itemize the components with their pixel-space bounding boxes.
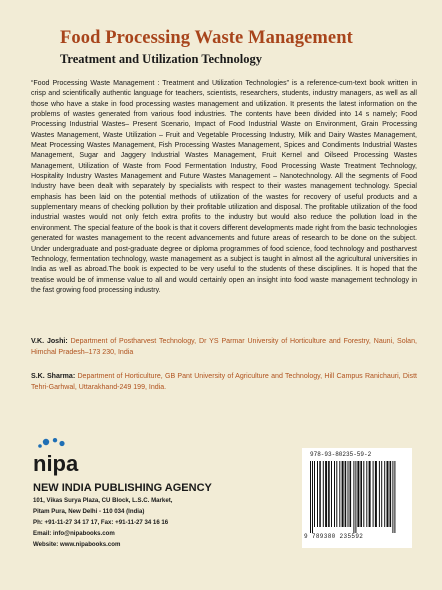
barcode-bar bbox=[325, 461, 327, 527]
barcode-bar bbox=[323, 461, 324, 527]
author-sharma bbox=[31, 371, 417, 393]
barcode-bar bbox=[392, 461, 393, 533]
barcode-bar bbox=[394, 461, 395, 533]
logo-wordmark: nipa bbox=[33, 451, 79, 476]
barcode-bar bbox=[319, 461, 321, 527]
barcode-bar bbox=[375, 461, 377, 527]
barcode-bar bbox=[390, 461, 392, 527]
publisher-website: Website: www.nipabooks.com bbox=[33, 541, 121, 548]
author-affiliation: Department of Postharvest Technology, Dr YS Parmar University of Horticulture and Forestry, Nauni, Solan, Himchal Pradesh–173 230, India bbox=[31, 338, 417, 356]
barcode-bars bbox=[304, 461, 410, 533]
barcode-bar bbox=[312, 461, 313, 533]
publisher-logo bbox=[33, 436, 79, 482]
barcode-bar bbox=[339, 461, 340, 527]
barcode-bar bbox=[363, 461, 364, 527]
barcode-bar bbox=[357, 461, 359, 527]
author-name: S.K. Sharma: bbox=[31, 373, 76, 380]
barcode-bar bbox=[331, 461, 332, 527]
author-joshi bbox=[31, 336, 417, 358]
barcode-bar bbox=[360, 461, 362, 527]
barcode-bar bbox=[379, 461, 380, 527]
isbn-barcode bbox=[302, 448, 412, 548]
barcode-bar bbox=[345, 461, 347, 527]
barcode-bar bbox=[317, 461, 318, 527]
book-title: Food Processing Waste Management bbox=[60, 28, 353, 48]
barcode-bar bbox=[366, 461, 367, 527]
author-name: V.K. Joshi: bbox=[31, 338, 68, 345]
barcode-bar bbox=[334, 461, 335, 527]
barcode-bar bbox=[348, 461, 349, 527]
barcode-bar bbox=[350, 461, 352, 527]
barcode-bar bbox=[314, 461, 315, 527]
author-affiliation: Department of Horticulture, GB Pant University of Agriculture and Technology, Hill Campus Ranichauri, Distt Tehri-Garhwal, Uttarakhand-249 199, India. bbox=[31, 373, 417, 391]
barcode-bar bbox=[355, 461, 356, 533]
book-subtitle: Treatment and Utilization Technology bbox=[60, 52, 262, 66]
isbn-label: 978-93-80235-59-2 bbox=[310, 451, 372, 458]
barcode-bar bbox=[373, 461, 374, 527]
barcode-bar bbox=[387, 461, 389, 527]
publisher-name: NEW INDIA PUBLISHING AGENCY bbox=[33, 482, 212, 494]
barcode-bar bbox=[369, 461, 371, 527]
barcode-bar bbox=[310, 461, 311, 533]
barcode-digits: 9 789380 235592 bbox=[304, 533, 364, 540]
book-description: “Food Processing Waste Management : Treatment and Utilization Technologies” is a reference-cum-text book written in crisp and scientifically authentic language for teachers, scientists, researchers, students, industry managers, as well as all those who have a stake in food processing wastes management and utilization. It presents the latest information on the problems of wastes generated from various food industries. The contents have been divided into 14 s namely; Food Processing Industrial Wastes– Present Scenario, Impact of Food Industrial Waste on Environment, Grain Processing Wastes Management, Waste Utilization – Fruit and Vegetable Processing Industry, Milk and Dairy Wastes Management, Meat Processing Wastes Management, Fish Processing Wastes Management, Spices and Condiments Industrial Wastes Management, Sugar and Jaggery Industrial Wastes Management, Fruit Kernel and Oilseed Processing Wastes Management, Utilization of Waste from Food Fermentation Industry, Food Processing Waste Treatment Technology, Hospitality Industry Wastes Management and Future Wastes Management – Nanotechnology. All the segments of Food Industry have been dealt with separately by specialists with respect to their wastes management technology. Special emphasis has been laid on the potential methods of utilization of the wastes for recovery of useful products and a supplementary means of checking pollution by their profitable utilization and disposal. The profitable utilization of the food industrial wastes would not only fetch extra profits to the industry but would also reduce the pollution load in the environment. The special feature of the book is that it covers different developments made right from the basic technologies generated for wastes management to the recent advancements and future areas of research to be done on the subject. Under undergraduate and post-graduate degree or diploma programmes of food science, food technology and postharvest Technology, fermentation technology, waste management as a subject is taught in almost all the agricultural universities in India as well as abroad.The book is expected to be very useful to the students of these disciplines. It is hoped that the treatise would be of immense value to all and would certainly open an insight into food waste management technology in the fast growing food processing industry. bbox=[31, 80, 417, 294]
publisher-address-line1: 101, Vikas Surya Plaza, CU Block, L.S.C. Market, bbox=[33, 497, 173, 504]
barcode-bar bbox=[336, 461, 337, 527]
nipa-logo-icon bbox=[33, 436, 79, 482]
publisher-email: Email: info@nipabooks.com bbox=[33, 530, 115, 537]
barcode-bar bbox=[342, 461, 344, 527]
barcode-bar bbox=[384, 461, 385, 527]
publisher-address-line2: Pitam Pura, New Delhi - 110 034 (India) bbox=[33, 508, 145, 515]
barcode-bar bbox=[381, 461, 382, 527]
publisher-phone: Ph: +91-11-27 34 17 17, Fax: +91-11-27 34 16 16 bbox=[33, 519, 169, 526]
barcode-bar bbox=[353, 461, 354, 533]
barcode-bar bbox=[328, 461, 330, 527]
